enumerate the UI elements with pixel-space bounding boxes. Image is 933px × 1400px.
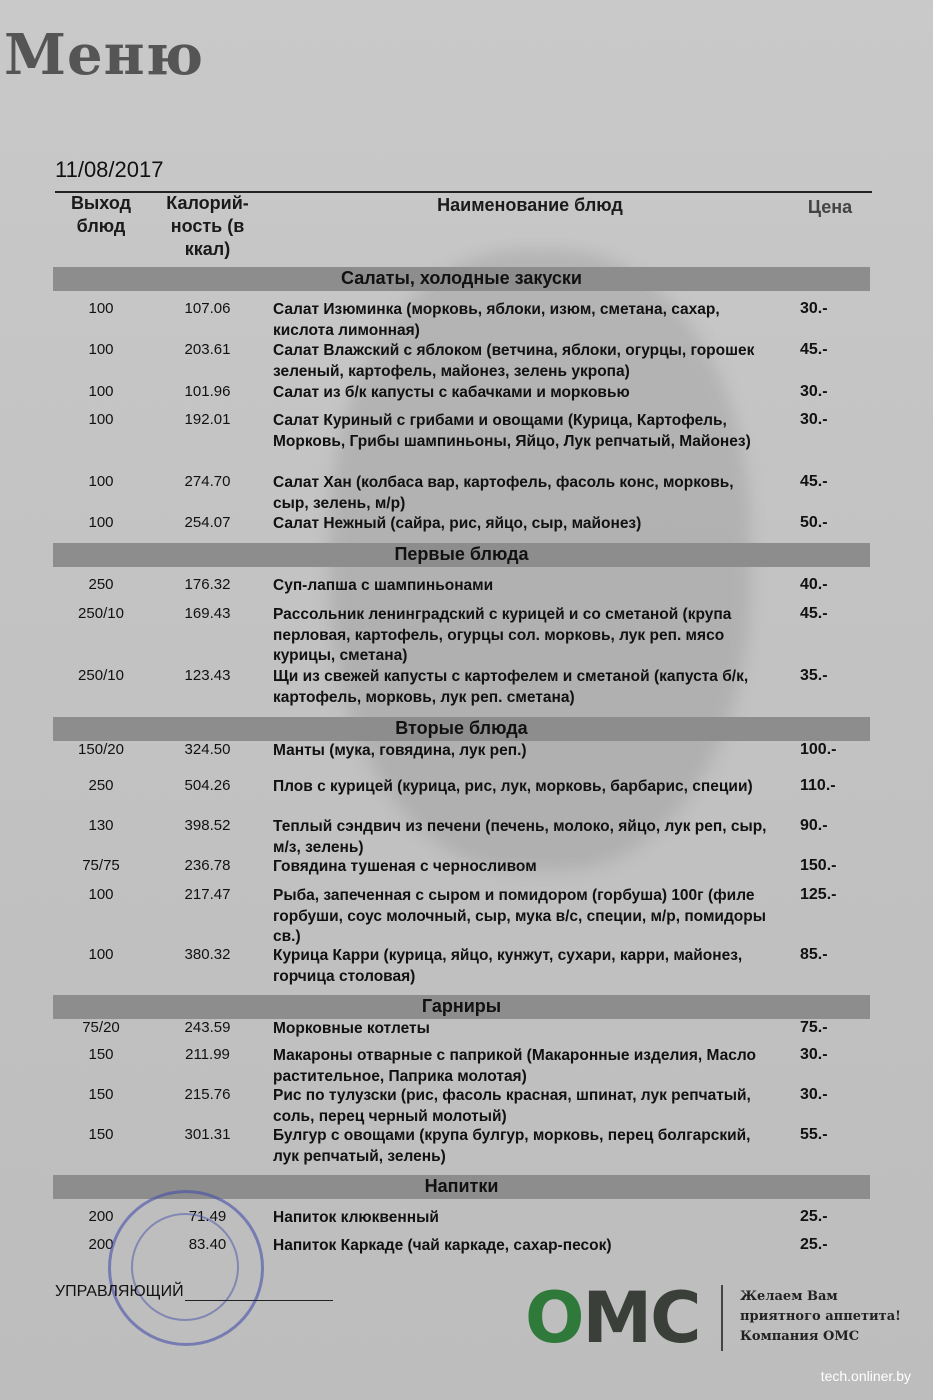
- item-output: 100: [88, 473, 114, 490]
- item-name: Рассольник ленинградский с курицей и со сметаной (крупа перловая, картофель, огурцы сол. морковь, лук реп. мясо курицы, сметана): [273, 606, 732, 664]
- item-name: Рис по тулузски (рис, фасоль красная, шпинат, лук репчатый, соль, перец черный молотый): [273, 1087, 751, 1125]
- item-calories: 217.47: [184, 886, 231, 903]
- item-output: 100: [88, 514, 114, 531]
- item-calories: 274.70: [184, 473, 231, 490]
- item-price: 45.-: [800, 605, 828, 622]
- item-name: Рыба, запеченная с сыром и помидором (горбуша) 100г (филе горбуши, соус молочный, сыр, мука в/с, специи, м/р, помидоры св.): [273, 887, 766, 945]
- section-header: [53, 995, 870, 1019]
- item-price: 25.-: [800, 1236, 828, 1253]
- item-calories: 123.43: [184, 667, 231, 684]
- item-price: 45.-: [800, 341, 828, 358]
- item-calories: 243.59: [184, 1019, 231, 1036]
- item-calories: 176.32: [184, 576, 231, 593]
- item-calories: 203.61: [184, 341, 231, 358]
- company-stamp: [108, 1190, 264, 1346]
- item-price: 110.-: [800, 777, 836, 794]
- item-output: 100: [88, 946, 114, 963]
- oms-logo: [525, 1277, 700, 1359]
- item-name: Плов с курицей (курица, рис, лук, морковь, барбарис, специи): [273, 778, 753, 795]
- column-header-name: Наименование блюд: [437, 195, 623, 215]
- signature-line: [185, 1300, 333, 1301]
- item-price: 125.-: [800, 886, 837, 903]
- slogan: [740, 1287, 901, 1347]
- item-output: 75/20: [82, 1019, 120, 1036]
- item-price: 30.-: [800, 300, 828, 317]
- item-name: Салат Хан (колбаса вар, картофель, фасоль конс, морковь, сыр, зелень, м/р): [273, 474, 734, 512]
- item-output: 150: [88, 1046, 114, 1063]
- item-price: 85.-: [800, 946, 828, 963]
- item-price: 90.-: [800, 817, 828, 834]
- item-output: 100: [88, 341, 114, 358]
- item-output: 200: [88, 1236, 114, 1253]
- page-title: Меню: [4, 22, 205, 88]
- item-name: Макароны отварные с паприкой (Макаронные изделия, Масло растительное, Паприка молотая): [273, 1047, 756, 1085]
- item-calories: 236.78: [184, 857, 231, 874]
- column-header-calories: Калорий-ность (в ккал): [166, 193, 249, 259]
- item-name: Булгур с овощами (крупа булгур, морковь, перец болгарский, лук репчатый, зелень): [273, 1127, 751, 1165]
- item-name: Салат из б/к капусты с кабачками и морковью: [273, 384, 630, 401]
- item-name: Салат Нежный (сайра, рис, яйцо, сыр, майонез): [273, 515, 642, 532]
- item-calories: 169.43: [184, 605, 231, 622]
- item-name: Щи из свежей капусты с картофелем и сметаной (капуста б/к, картофель, морковь, лук реп. сметана): [273, 668, 749, 706]
- item-price: 30.-: [800, 411, 828, 428]
- item-price: 45.-: [800, 473, 828, 490]
- item-output: 75/75: [82, 857, 120, 874]
- item-calories: 101.96: [184, 383, 231, 400]
- item-output: 130: [88, 817, 114, 834]
- item-name: Суп-лапша с шампиньонами: [273, 577, 494, 594]
- manager-label: УПРАВЛЯЮЩИЙ: [55, 1283, 184, 1300]
- item-name: Теплый сэндвич из печени (печень, молоко, яйцо, лук реп, сыр, м/з, зелень): [273, 818, 767, 856]
- section-title: Салаты, холодные закуски: [341, 268, 582, 288]
- menu-date: 11/08/2017: [55, 157, 164, 182]
- item-price: 35.-: [800, 667, 828, 684]
- column-header-price: Цена: [807, 197, 853, 217]
- item-calories: 107.06: [184, 300, 231, 317]
- section-header: [53, 267, 870, 291]
- logo-divider: [721, 1285, 723, 1351]
- item-output: 250/10: [78, 605, 124, 622]
- item-price: 25.-: [800, 1208, 828, 1225]
- section-title: Напитки: [424, 1176, 499, 1196]
- item-price: 100.-: [800, 741, 837, 758]
- item-name: Салат Влажский с яблоком (ветчина, яблоки, огурцы, горошек зеленый, картофель, майонез, зелень укропа): [273, 342, 755, 380]
- section-title: Гарниры: [421, 996, 502, 1016]
- photo-credit: tech.onliner.by: [820, 1368, 911, 1384]
- item-calories: 380.32: [184, 946, 231, 963]
- item-calories: 398.52: [184, 817, 231, 834]
- section-header: [53, 717, 870, 741]
- item-calories: 211.99: [185, 1046, 230, 1063]
- section-title: Первые блюда: [394, 544, 529, 564]
- slogan-line: Компания ОМС: [740, 1329, 860, 1344]
- item-price: 30.-: [800, 1086, 828, 1103]
- item-price: 40.-: [800, 576, 828, 593]
- item-output: 150: [88, 1126, 114, 1143]
- item-calories: 324.50: [184, 741, 231, 758]
- item-output: 200: [88, 1208, 114, 1225]
- item-name: Говядина тушеная с черносливом: [273, 858, 537, 875]
- item-output: 150: [88, 1086, 114, 1103]
- item-price: 30.-: [800, 383, 828, 400]
- section-header: [53, 543, 870, 567]
- item-calories: 192.01: [184, 411, 231, 428]
- item-output: 150/20: [78, 741, 124, 758]
- item-output: 100: [88, 300, 114, 317]
- logo-o-letter: О: [525, 1277, 583, 1359]
- item-name: Напиток Каркаде (чай каркаде, сахар-песок): [273, 1237, 612, 1254]
- slogan-line: Желаем Вам: [740, 1289, 838, 1304]
- logo-rest-letters: МС: [582, 1277, 700, 1359]
- item-price: 55.-: [800, 1126, 828, 1143]
- item-output: 250/10: [78, 667, 124, 684]
- item-output: 100: [88, 886, 114, 903]
- item-name: Курица Карри (курица, яйцо, кунжут, сухари, карри, майонез, горчица столовая): [273, 947, 743, 985]
- item-output: 100: [88, 411, 114, 428]
- item-name: Салат Изюминка (морковь, яблоки, изюм, сметана, сахар, кислота лимонная): [273, 301, 720, 339]
- item-calories: 504.26: [184, 777, 231, 794]
- item-calories: 71.49: [188, 1208, 227, 1225]
- header-divider: [55, 191, 872, 193]
- item-output: 100: [88, 383, 114, 400]
- column-header-output: Выход блюд: [70, 193, 132, 236]
- item-name: Манты (мука, говядина, лук реп.): [273, 742, 527, 759]
- slogan-line: приятного аппетита!: [740, 1309, 901, 1324]
- item-calories: 254.07: [184, 514, 231, 531]
- item-calories: 301.31: [184, 1126, 231, 1143]
- item-name: Морковные котлеты: [273, 1020, 430, 1037]
- item-name: Салат Куриный с грибами и овощами (Курица, Картофель, Морковь, Грибы шампиньоны, Яйцо, Лук репчатый, Майонез): [273, 412, 751, 450]
- item-price: 30.-: [800, 1046, 828, 1063]
- item-calories: 215.76: [184, 1086, 231, 1103]
- item-output: 250: [88, 777, 114, 794]
- item-output: 250: [88, 576, 114, 593]
- item-price: 75.-: [800, 1019, 828, 1036]
- section-title: Вторые блюда: [395, 718, 528, 738]
- item-name: Напиток клюквенный: [273, 1209, 439, 1226]
- item-price: 150.-: [800, 857, 837, 874]
- item-calories: 83.40: [188, 1236, 227, 1253]
- item-price: 50.-: [800, 514, 828, 531]
